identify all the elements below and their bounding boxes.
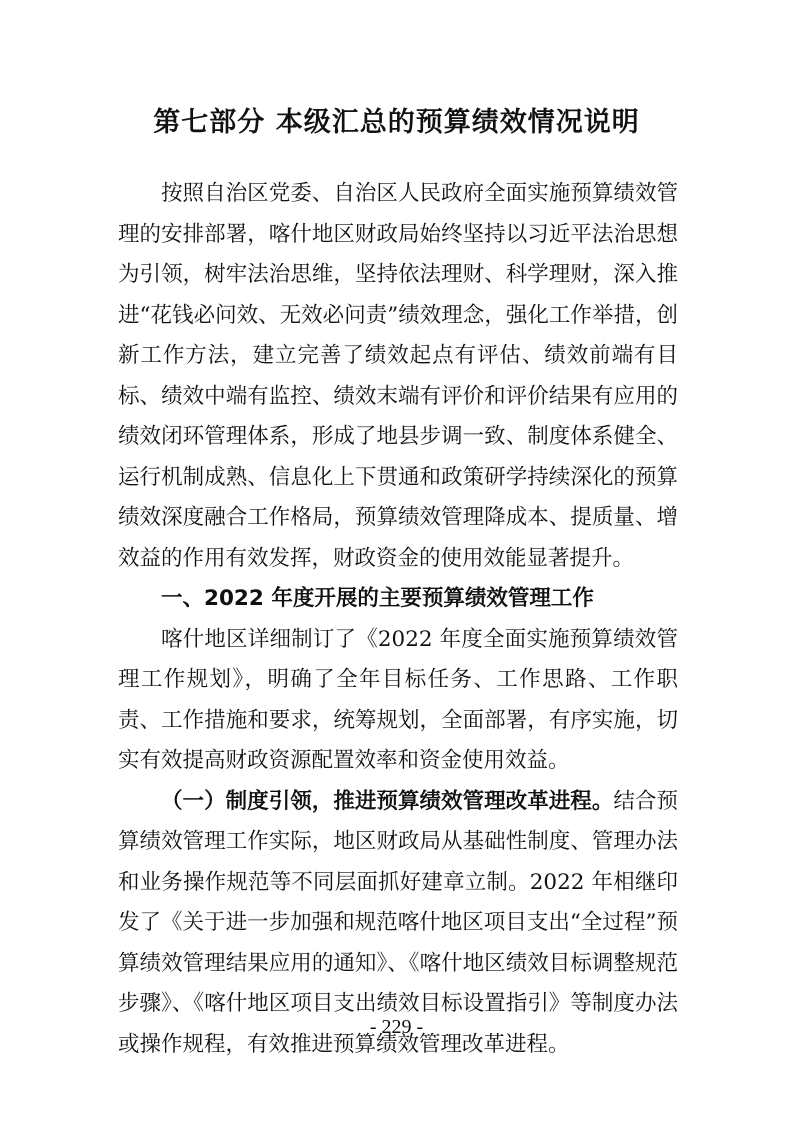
page-title: 第七部分 本级汇总的预算绩效情况说明 xyxy=(153,107,640,138)
document-body xyxy=(118,174,678,1065)
paragraph-lead-sentence: （一）制度引领，推进预算绩效管理改革进程。 xyxy=(161,788,614,814)
planning-paragraph: 喀什地区详细制订了《2022 年度全面实施预算绩效管理工作规划》，明确了全年目标任务、工作思路、工作职责、工作措施和要求，统筹规划，全面部署，有序实施，切实有效提高财政资源配置效率和资金使用效益。 xyxy=(118,626,678,773)
intro-paragraph: 按照自治区党委、自治区人民政府全面实施预算绩效管理的安排部署，喀什地区财政局始终坚持以习近平法治思想为引领，树牢法治思维，坚持依法理财、科学理财，深入推进“花钱必问效、无效必问责”绩效理念，强化工作举措，创新工作方法，建立完善了绩效起点有评估、绩效前端有目标、绩效中端有监控、绩效末端有评价和评价结果有应用的绩效闭环管理体系，形成了地县步调一致、制度体系健全、运行机制成熟、信息化上下贯通和政策研学持续深化的预算绩效深度融合工作格局，预算绩效管理降成本、提质量、增效益的作用有效发挥，财政资金的使用效能显著提升。 xyxy=(118,181,678,571)
paragraph-body-text: 结合预算绩效管理工作实际，地区财政局从基础性制度、管理办法和业务操作规范等不同层面抓好建章立制。2022 年相继印发了《关于进一步加强和规范喀什地区项目支出“全过程”预算绩效管理结果应用的通知》、《喀什地区绩效目标调整规范步骤》、《喀什地区项目支出绩效目标设置指引》等制度办法或操作规程，有效推进预算绩效管理改革进程。 xyxy=(118,788,678,1057)
page-number: - 229 - xyxy=(369,1016,424,1038)
section-heading: 一、2022 年度开展的主要预算绩效管理工作 xyxy=(161,586,594,611)
